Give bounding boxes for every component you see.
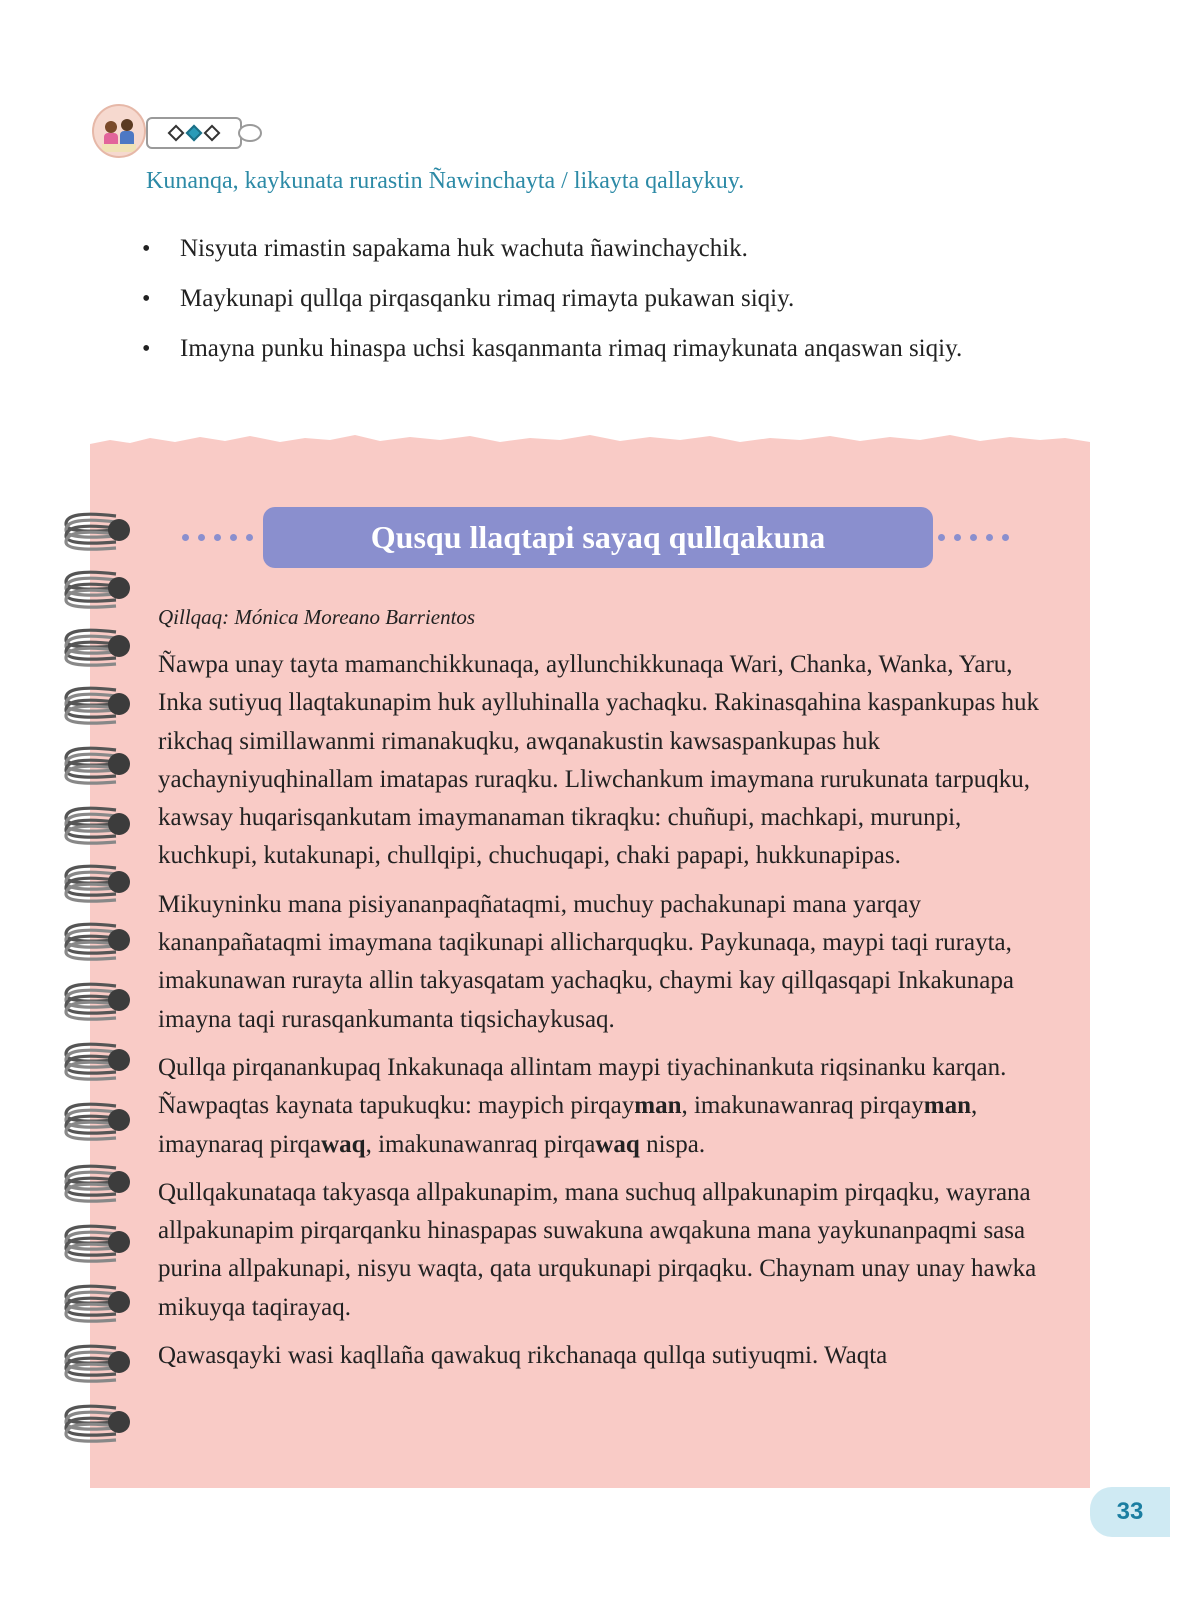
- paragraph-text: , imakunawanraq pirqa: [365, 1130, 596, 1158]
- spiral-ring-icon: [58, 804, 136, 848]
- spiral-ring-icon: [58, 1282, 136, 1326]
- spiral-ring-icon: [58, 626, 136, 670]
- decorative-dots-left: [182, 534, 253, 541]
- diamond-empty-icon: [168, 125, 185, 142]
- spiral-ring-icon: [58, 510, 136, 554]
- torn-edge-bottom: [90, 1478, 1090, 1492]
- bullet-icon: •: [142, 236, 151, 262]
- spiral-ring-icon: [58, 1402, 136, 1446]
- story-title: Qusqu llaqtapi sayaq qullqakuna: [263, 507, 933, 568]
- diamond-filled-icon: [186, 125, 203, 142]
- paragraph-text: Qullqakunataqa takyasqa allpakunapim, mana suchuq allpakunapim pirqaqku, wayrana allpakunapim pirqarqanku hinaspapas suwakuna awqakuna mana yaykunanpaqmi sasa purina allpakunapi, nisyu waqta, qata urqukunapi pirqaqku. Chaynam unay unay hawka mikuyqa taqirayaq.: [158, 1178, 1037, 1321]
- story-body: [158, 646, 1058, 1385]
- bold-text: man: [634, 1092, 682, 1120]
- spiral-ring-icon: [58, 1222, 136, 1266]
- paragraph-text: nispa.: [639, 1130, 706, 1158]
- bullet-list: [140, 230, 1040, 380]
- paragraph-text: Qawasqayki wasi kaqllaña qawakuq rikchanaqa qullqa sutiyuqmi. Waqta: [158, 1342, 888, 1370]
- spiral-ring-icon: [58, 1100, 136, 1144]
- spiral-ring-icon: [58, 568, 136, 612]
- bullet-item: • Imayna punku hinaspa uchsi kasqanmanta rimaq rimaykunata anqaswan siqiy.: [140, 330, 1040, 368]
- diamond-empty-icon: [204, 125, 221, 142]
- level-indicator: [146, 117, 242, 149]
- paragraph-text: Qullqa pirqanankupaq Inkakunaqa allintam maypi tiyachinankuta riqsinanku karqan. Ñawpaqtas kaynata tapukuqku: maypich pirqay: [158, 1053, 1007, 1120]
- spiral-ring-icon: [58, 1040, 136, 1084]
- bold-text: man: [923, 1092, 971, 1120]
- paragraph-text: , imaynaraq pirqa: [158, 1092, 978, 1158]
- bold-text: waq: [595, 1130, 640, 1158]
- spiral-ring-icon: [58, 1342, 136, 1386]
- story-paragraph: [158, 1049, 1058, 1164]
- paragraph-text: , imakunawanraq pirqay: [681, 1092, 924, 1120]
- story-paragraph: [158, 646, 1058, 876]
- story-paragraph: [158, 1337, 1058, 1375]
- story-paragraph: [158, 1174, 1058, 1327]
- spiral-ring-icon: [58, 684, 136, 728]
- spiral-ring-icon: [58, 1162, 136, 1206]
- paragraph-text: Mikuyninku mana pisiyananpaqñataqmi, muchuy pachakunapi mana yarqay kananpañataqmi imaymana taqikunapi allicharquqku. Paykunaqa, maypi taqi rurayta, imakunawan rurayta allin takyasqatam yachaqku, chaymi kay qillqasqapi Inkakunapa imayna taqi rurasqankumanta tiqsichaykusaq.: [158, 890, 1014, 1033]
- spiral-ring-icon: [58, 744, 136, 788]
- tag-loop-icon: [238, 124, 262, 142]
- decorative-dots-right: [938, 534, 1009, 541]
- bullet-icon: •: [142, 336, 151, 362]
- bullet-item: • Nisyuta rimastin sapakama huk wachuta ñawinchaychik.: [140, 230, 1040, 268]
- spiral-ring-icon: [58, 862, 136, 906]
- spiral-ring-icon: [58, 920, 136, 964]
- bold-text: waq: [321, 1130, 366, 1158]
- story-author: Qillqaq: Mónica Moreano Barrientos: [158, 605, 476, 629]
- instruction-text: Kunanqa, kaykunata rurastin Ñawinchayta / likayta qallaykuy.: [146, 168, 745, 194]
- two-children-reading-icon: [92, 104, 146, 158]
- spiral-ring-icon: [58, 980, 136, 1024]
- story-paragraph: [158, 886, 1058, 1039]
- paragraph-text: Ñawpa unay tayta mamanchikkunaqa, ayllunchikkunaqa Wari, Chanka, Wanka, Yaru, Inka sutiyuq llaqtakunapim huk aylluhinalla yachaqku. Rakinasqahina kaspankupas huk rikchaq simillawanmi rimanakuqku, awqanakustin kawsaspankupas huk yachayniyuqhinallam imatapas ruraqku. Lliwchankum imaymana rurukunata tarpuqku, kawsay huqarisqankutam imaymanaman tikraqku: chuñupi, machkapi, murunpi, kuchkupi, kutakunapi, chullqipi, chuchuqapi, chaki papapi, hukkunapipas.: [158, 651, 1040, 870]
- page-number: 33: [1090, 1487, 1170, 1537]
- bullet-icon: •: [142, 286, 151, 312]
- bullet-item: • Maykunapi qullqa pirqasqanku rimaq rimayta pukawan siqiy.: [140, 280, 1040, 318]
